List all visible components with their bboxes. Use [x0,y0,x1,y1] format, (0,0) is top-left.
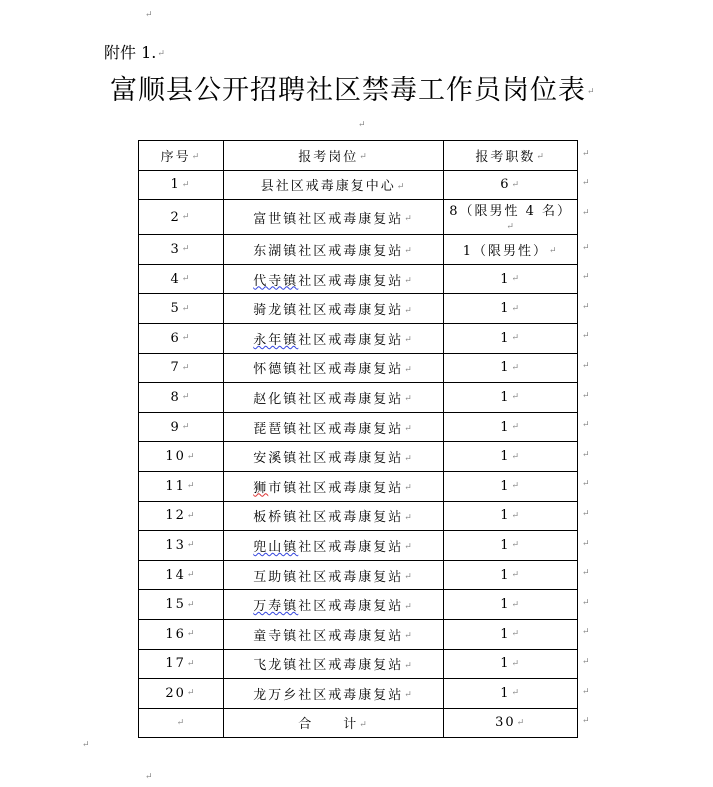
row-count: 1 ↵ [444,679,578,709]
spellcheck-underline: 永年镇 [253,332,299,348]
table-row [139,323,578,353]
row-count: 8（限男性 4 名） ↵ [444,200,578,235]
spellcheck-underline: 狮 [253,480,269,496]
page-title: 富顺县公开招聘社区禁毒工作员岗位表 ↵ [110,68,596,107]
row-count: 1 ↵ [444,264,578,294]
row-end-mark: ↵ [582,627,590,638]
row-count: 1 ↵ [444,501,578,531]
attachment-label: 附件 1. ↵ [104,40,165,63]
row-post: 狮市镇社区戒毒康复站 ↵ [223,471,443,501]
row-count: 1 ↵ [444,442,578,472]
row-number: 20 ↵ [139,679,224,709]
row-count: 1 ↵ [444,412,578,442]
row-end-mark: ↵ [582,657,590,667]
table-row [139,590,578,620]
table-row [139,619,578,649]
row-post: 怀德镇社区戒毒康复站 ↵ [223,353,443,383]
row-post: 代寺镇社区戒毒康复站 ↵ [223,264,443,294]
row-end-mark: ↵ [582,420,590,431]
table-row [139,200,578,235]
total-label: 合 计 ↵ [223,708,443,738]
row-count: 1 ↵ [444,531,578,561]
row-number: 16 ↵ [139,619,224,649]
row-count: 1 ↵ [444,590,578,620]
row-post: 飞龙镇社区戒毒康复站 ↵ [223,649,443,679]
table-row [139,264,578,294]
table-row [139,501,578,531]
row-end-mark: ↵ [582,361,590,372]
table-row [139,531,578,561]
table-row [139,679,578,709]
row-post: 琵琶镇社区戒毒康复站 ↵ [223,412,443,442]
row-count: 1 ↵ [444,649,578,679]
total-row [139,708,578,738]
row-post: 龙万乡社区戒毒康复站 ↵ [223,679,443,709]
total-empty-cell [139,708,224,738]
row-number: 2 ↵ [139,200,224,235]
header-no: 序号 ↵ [139,141,224,171]
row-end-mark: ↵ [582,538,590,549]
table-row [139,649,578,679]
row-count: 1 ↵ [444,471,578,501]
row-post: 县社区戒毒康复中心 ↵ [223,170,443,200]
row-end-mark: ↵ [582,568,590,579]
row-number: 4 ↵ [139,264,224,294]
row-end-mark: ↵ [582,597,590,608]
table-row [139,471,578,501]
paragraph-mark [145,10,153,20]
header-post: 报考岗位 ↵ [223,141,443,171]
row-end-mark: ↵ [582,301,590,312]
row-count: 1 ↵ [444,383,578,413]
row-number: 15 ↵ [139,590,224,620]
row-number: 10 ↵ [139,442,224,472]
row-post: 板桥镇社区戒毒康复站 ↵ [223,501,443,531]
row-number: 17 ↵ [139,649,224,679]
row-number: 13 ↵ [139,531,224,561]
row-count: 1 ↵ [444,619,578,649]
row-post: 安溪镇社区戒毒康复站 ↵ [223,442,443,472]
header-count: 报考职数 ↵ [444,141,578,171]
row-post: 兜山镇社区戒毒康复站 ↵ [223,531,443,561]
row-number: 1 ↵ [139,170,224,200]
row-end-mark: ↵ [582,479,590,490]
row-number: 14 ↵ [139,560,224,590]
table-row [139,353,578,383]
row-number: 9 ↵ [139,412,224,442]
table-row [139,442,578,472]
row-number: 6 ↵ [139,323,224,353]
row-post: 万寿镇社区戒毒康复站 ↵ [223,590,443,620]
total-count: 30 ↵ [444,708,578,738]
table-row [139,170,578,200]
row-count: 6 ↵ [444,170,578,200]
row-number: 7 ↵ [139,353,224,383]
row-count: 1（限男性） ↵ [444,235,578,265]
table-row [139,412,578,442]
row-count: 1 ↵ [444,323,578,353]
row-end-mark: ↵ [582,207,590,218]
row-number: 3 ↵ [139,235,224,265]
row-end-mark: ↵ [582,242,590,253]
paragraph-mark [145,772,153,782]
table-row [139,383,578,413]
row-post: 富世镇社区戒毒康复站 ↵ [223,200,443,235]
positions-table [138,140,578,738]
row-end-mark: ↵ [582,449,590,460]
row-count: 1 ↵ [444,294,578,324]
row-post: 赵化镇社区戒毒康复站 ↵ [223,383,443,413]
row-count: 1 ↵ [444,353,578,383]
row-post: 童寺镇社区戒毒康复站 ↵ [223,619,443,649]
row-end-mark: ↵ [582,178,590,189]
row-number: 8 ↵ [139,383,224,413]
row-end-mark: ↵ [582,272,590,283]
row-number: 12 ↵ [139,501,224,531]
row-count: 1 ↵ [444,560,578,590]
table-header-row [139,141,578,171]
paragraph-mark [82,740,90,750]
row-post: 东湖镇社区戒毒康复站 ↵ [223,235,443,265]
row-post: 互助镇社区戒毒康复站 ↵ [223,560,443,590]
table-row [139,235,578,265]
table-row [139,560,578,590]
row-end-mark: ↵ [582,686,590,697]
row-post: 永年镇社区戒毒康复站 ↵ [223,323,443,353]
row-number: 11 ↵ [139,471,224,501]
row-number: 5 ↵ [139,294,224,324]
row-end-mark: ↵ [582,390,590,401]
table-row [139,294,578,324]
row-post: 骑龙镇社区戒毒康复站 ↵ [223,294,443,324]
spellcheck-underline: 万寿镇 [253,599,299,615]
spellcheck-underline: 代寺镇 [253,273,299,289]
row-end-mark: ↵ [582,148,590,159]
row-end-mark: ↵ [582,331,590,342]
row-end-mark: ↵ [582,509,590,520]
paragraph-mark [358,120,366,130]
row-end-mark: ↵ [582,716,590,727]
spellcheck-underline: 兜山镇 [253,539,299,555]
